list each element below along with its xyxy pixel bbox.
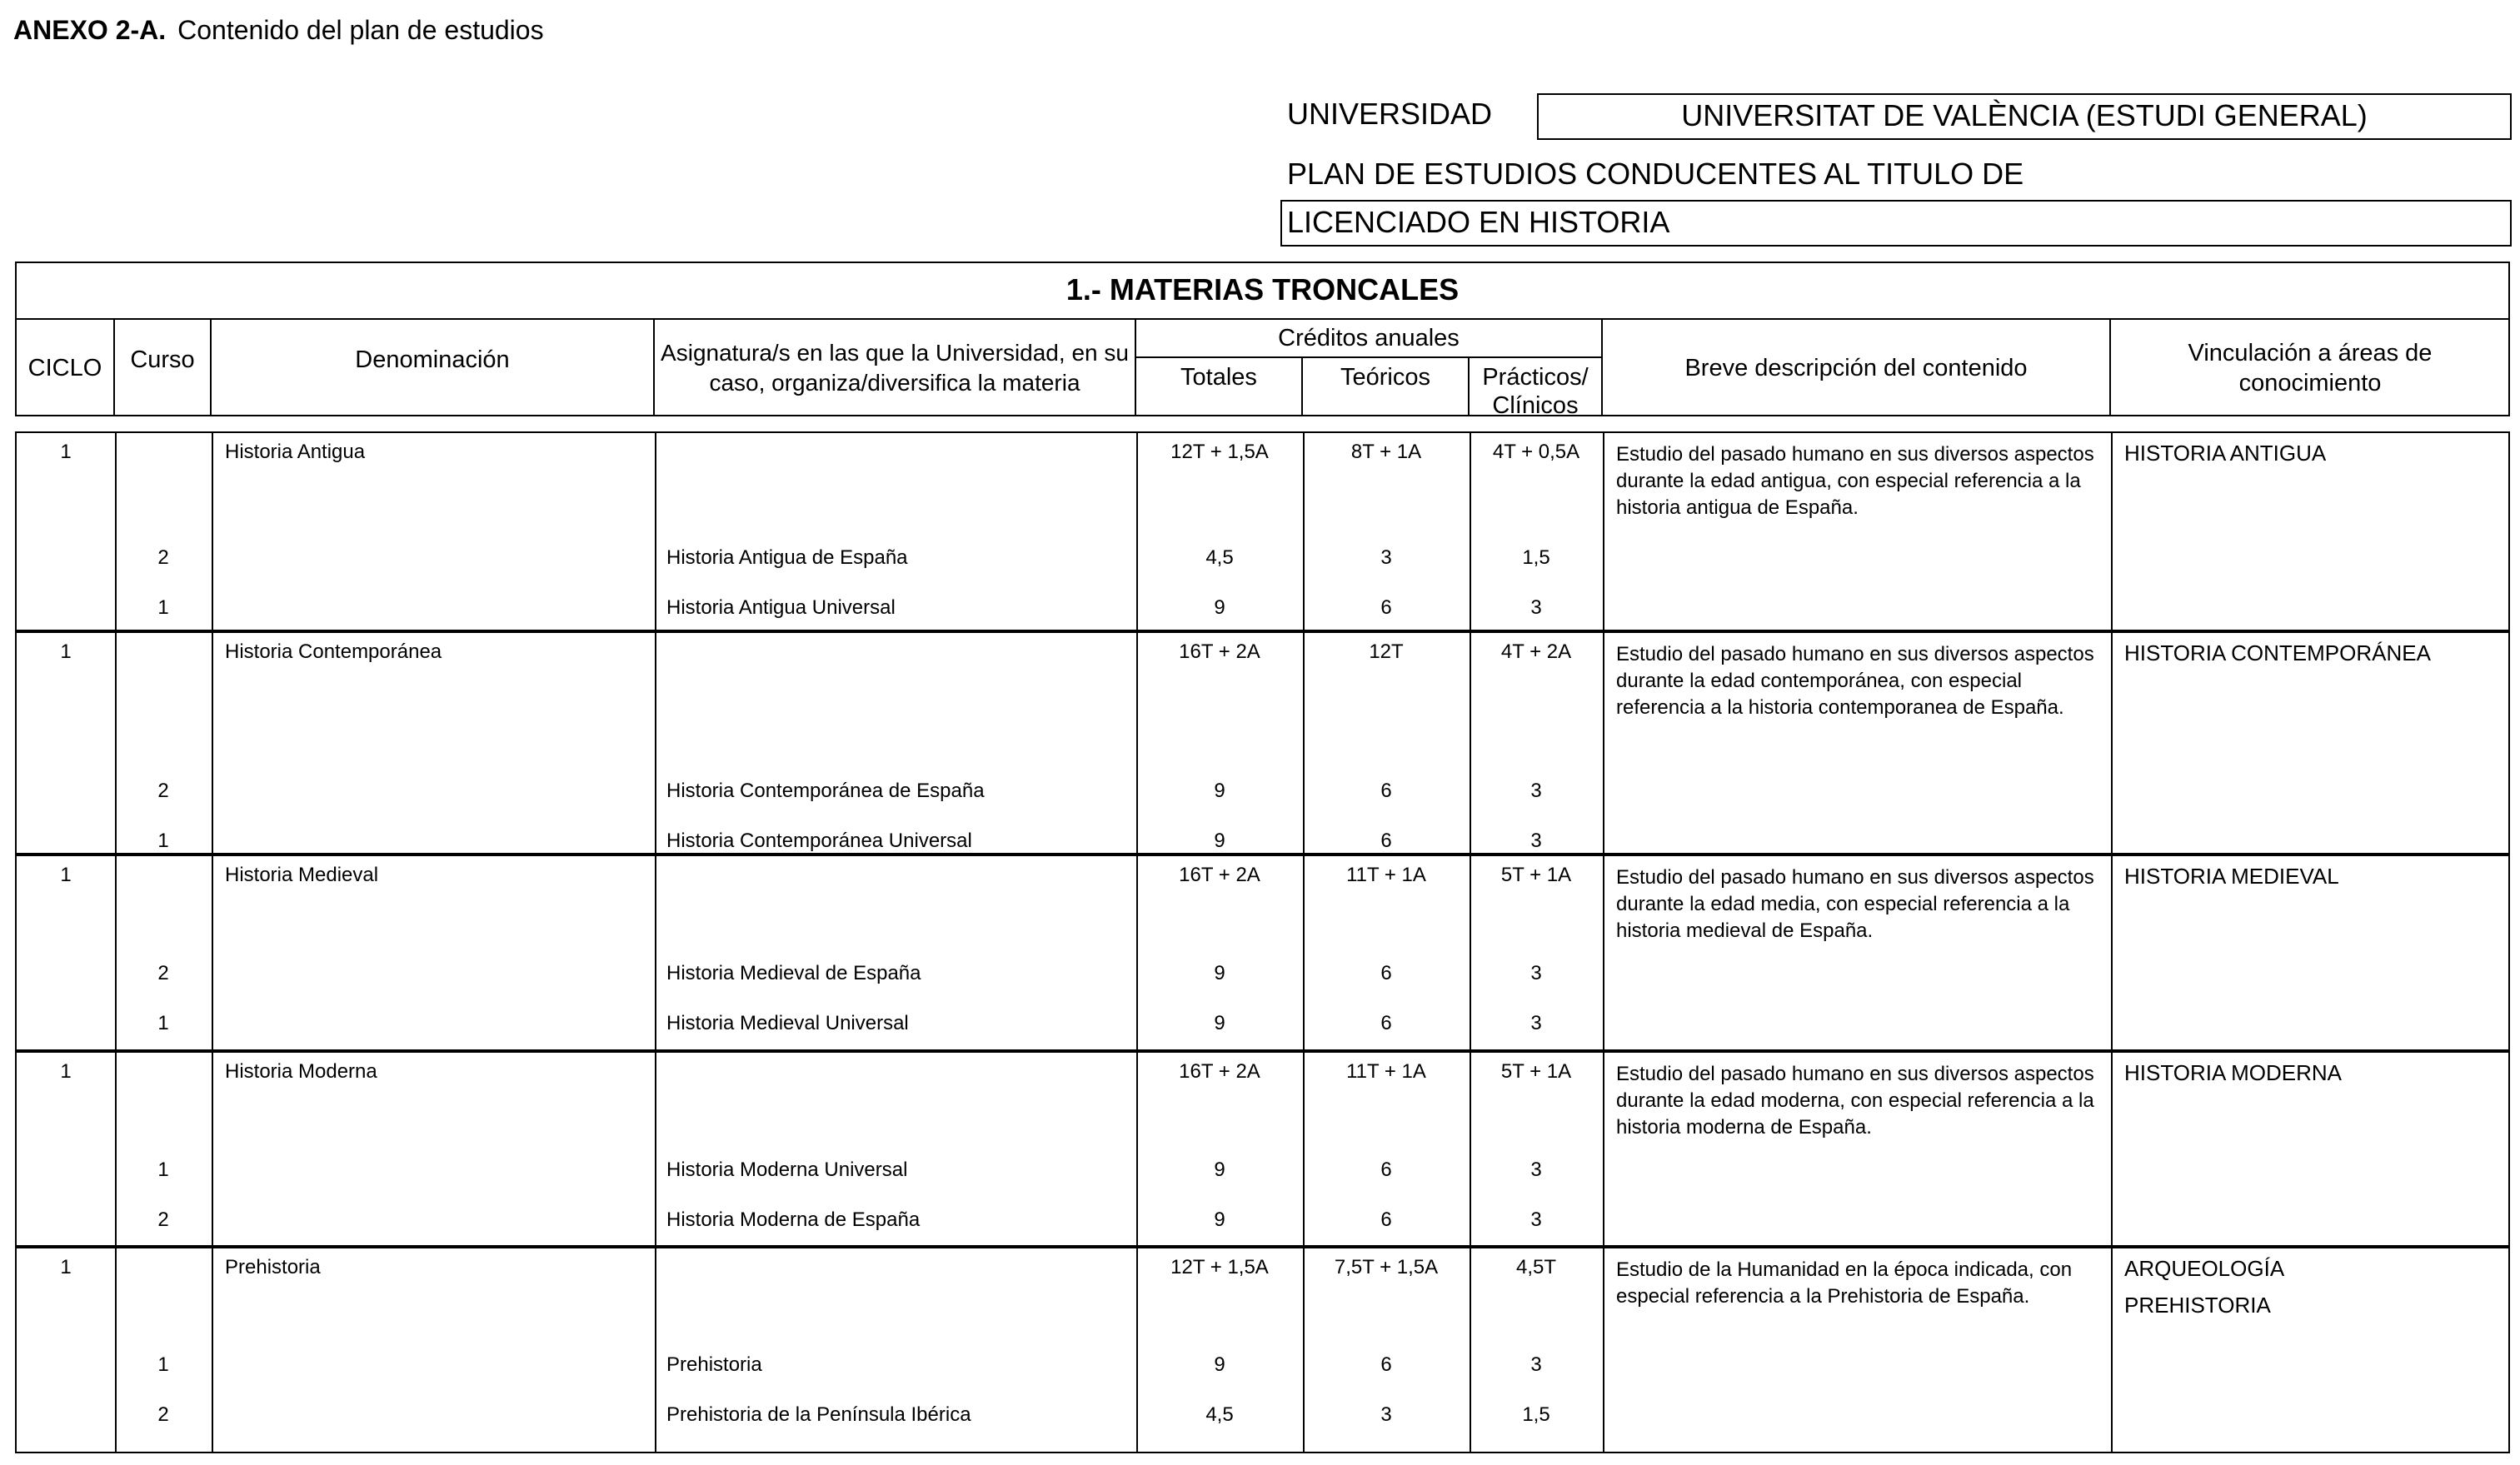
teoricos-value: 3 (1380, 546, 1392, 569)
table-title: 1.- MATERIAS TRONCALES (17, 263, 2508, 320)
header-curso: Curso (115, 320, 212, 416)
teoricos-value: 12T (1369, 640, 1404, 663)
practicos-value: 3 (1530, 830, 1542, 852)
totales-value: 9 (1214, 596, 1225, 619)
materia-name: Historia Medieval (225, 864, 379, 886)
teoricos-value: 6 (1380, 1208, 1392, 1231)
ciclo-value: 1 (60, 441, 72, 463)
teoricos-value: 6 (1380, 780, 1392, 802)
header-vinculacion: Vinculación a áreas de conocimiento (2188, 340, 2433, 396)
knowledge-area: ARQUEOLOGÍA (2124, 1256, 2285, 1281)
ciclo-value: 1 (60, 640, 72, 663)
ciclo-value: 1 (60, 864, 72, 886)
materia-name: Prehistoria (225, 1256, 321, 1278)
curso-value: 2 (157, 962, 169, 984)
materia-group (15, 431, 2510, 631)
totales-value: 9 (1214, 830, 1225, 852)
totales-value: 16T + 2A (1179, 864, 1260, 886)
column-divider (655, 433, 656, 630)
annex-heading (13, 15, 544, 46)
asignatura-name: Historia Antigua de España (666, 546, 908, 569)
teoricos-value: 6 (1380, 830, 1392, 852)
practicos-value: 3 (1530, 596, 1542, 619)
asignatura-name: Prehistoria de la Península Ibérica (666, 1403, 971, 1426)
materia-name: Historia Moderna (225, 1060, 377, 1083)
header-teoricos: Teóricos (1303, 358, 1470, 416)
practicos-value: 3 (1530, 962, 1542, 984)
practicos-value: 4T + 2A (1500, 640, 1572, 663)
practicos-value: 4,5T (1515, 1256, 1557, 1278)
teoricos-value: 6 (1380, 962, 1392, 984)
totales-value: 9 (1214, 1208, 1225, 1231)
curso-value: 2 (157, 1403, 169, 1426)
practicos-value: 3 (1530, 780, 1542, 802)
column-divider (212, 633, 213, 853)
asignatura-name: Historia Antigua Universal (666, 596, 896, 619)
totales-value: 9 (1214, 1159, 1225, 1181)
teoricos-value: 11T + 1A (1346, 1060, 1426, 1083)
teoricos-value: 6 (1380, 1159, 1392, 1181)
totales-value: 9 (1214, 1353, 1225, 1376)
ciclo-value: 1 (60, 1256, 72, 1278)
asignatura-name: Historia Contemporánea de España (666, 780, 985, 802)
column-divider (1603, 633, 1604, 853)
totales-value: 16T + 2A (1179, 640, 1260, 663)
column-divider (1303, 633, 1305, 853)
ciclo-value: 1 (60, 1060, 72, 1083)
column-divider (655, 1053, 656, 1245)
asignatura-name: Historia Moderna de España (666, 1208, 921, 1231)
column-divider (1603, 856, 1604, 1049)
table-header (15, 262, 2510, 416)
knowledge-area: PREHISTORIA (2124, 1293, 2271, 1318)
curso-value: 1 (157, 596, 169, 619)
practicos-value: 3 (1530, 1353, 1542, 1376)
practicos-value: 1,5 (1522, 1403, 1550, 1426)
curso-value: 1 (157, 1159, 169, 1181)
column-divider (1603, 433, 1604, 630)
column-divider (655, 1248, 656, 1452)
header-practicos: Prácticos/ Clínicos (1470, 358, 1603, 416)
header-totales: Totales (1136, 358, 1303, 416)
materia-name: Historia Contemporánea (225, 640, 442, 663)
description: Estudio de la Humanidad en la época indicada, con especial referencia a la Prehistoria de España. (1616, 1258, 2073, 1308)
header-ciclo: CICLO (17, 320, 115, 416)
header-denominacion: Denominación (212, 320, 655, 416)
curso-value: 2 (157, 546, 169, 569)
asignatura-name: Historia Contemporánea Universal (666, 830, 972, 852)
curso-value: 1 (157, 1012, 169, 1034)
totales-value: 9 (1214, 962, 1225, 984)
column-divider (1136, 633, 1138, 853)
description: Estudio del pasado humano en sus diversos aspectos durante la edad contemporánea, con especial referencia a la historia contemporanea de España. (1616, 643, 2094, 719)
column-divider (212, 856, 213, 1049)
teoricos-value: 3 (1380, 1403, 1392, 1426)
practicos-value: 3 (1530, 1012, 1542, 1034)
column-divider (212, 1053, 213, 1245)
university-label: UNIVERSIDAD (1287, 97, 1493, 131)
description: Estudio del pasado humano en sus diversos aspectos durante la edad media, con especial referencia a la historia medieval de España. (1616, 866, 2094, 942)
totales-value: 16T + 2A (1179, 1060, 1260, 1083)
header-descripcion: Breve descripción del contenido (1603, 320, 2111, 416)
annex-code: ANEXO 2-A. (13, 15, 167, 45)
degree-name: LICENCIADO EN HISTORIA (1280, 200, 2512, 247)
materia-group (15, 1051, 2510, 1247)
totales-value: 9 (1214, 1012, 1225, 1034)
teoricos-value: 8T + 1A (1350, 441, 1422, 463)
teoricos-value: 6 (1380, 596, 1392, 619)
curso-value: 1 (157, 1353, 169, 1376)
teoricos-value: 6 (1380, 1012, 1392, 1034)
practicos-value: 5T + 1A (1500, 1060, 1572, 1083)
totales-value: 4,5 (1205, 546, 1234, 569)
asignatura-name: Historia Medieval Universal (666, 1012, 909, 1034)
totales-value: 12T + 1,5A (1170, 1256, 1269, 1278)
column-divider (1603, 1053, 1604, 1245)
description: Estudio del pasado humano en sus diversos aspectos durante la edad antigua, con especial referencia a la historia antigua de España. (1616, 443, 2094, 519)
column-divider (655, 856, 656, 1049)
university-name: UNIVERSITAT DE VALÈNCIA (ESTUDI GENERAL) (1537, 93, 2512, 140)
totales-value: 12T + 1,5A (1170, 441, 1269, 463)
curso-value: 1 (157, 830, 169, 852)
asignatura-name: Historia Moderna Universal (666, 1159, 908, 1181)
column-divider (1603, 1248, 1604, 1452)
column-divider (1470, 633, 1471, 853)
totales-value: 9 (1214, 780, 1225, 802)
practicos-value: 5T + 1A (1500, 864, 1572, 886)
knowledge-area: HISTORIA ANTIGUA (2124, 441, 2327, 466)
knowledge-area: HISTORIA CONTEMPORÁNEA (2124, 640, 2431, 665)
plan-label: PLAN DE ESTUDIOS CONDUCENTES AL TITULO DE (1287, 157, 2024, 191)
practicos-value: 3 (1530, 1208, 1542, 1231)
asignatura-name: Prehistoria (666, 1353, 762, 1376)
teoricos-value: 11T + 1A (1346, 864, 1426, 886)
materia-name: Historia Antigua (225, 441, 366, 463)
column-divider (212, 1248, 213, 1452)
totales-value: 4,5 (1205, 1403, 1234, 1426)
materia-group (15, 855, 2510, 1051)
description: Estudio del pasado humano en sus diversos aspectos durante la edad moderna, con especial referencia a la historia moderna de España. (1616, 1063, 2094, 1139)
teoricos-value: 7,5T + 1,5A (1334, 1256, 1439, 1278)
materia-group (15, 631, 2510, 855)
header-creditos: Créditos anuales (1136, 320, 1603, 358)
annex-title: Contenido del plan de estudios (177, 15, 544, 45)
header-asignatura: Asignatura/s en las que la Universidad, en su caso, organiza/diversifica la materia (655, 320, 1136, 416)
curso-value: 2 (157, 1208, 169, 1231)
practicos-value: 1,5 (1522, 546, 1550, 569)
knowledge-area: HISTORIA MODERNA (2124, 1060, 2343, 1085)
practicos-value: 3 (1530, 1159, 1542, 1181)
column-divider (655, 633, 656, 853)
materia-group (15, 1247, 2510, 1453)
column-divider (115, 633, 117, 853)
asignatura-name: Historia Medieval de España (666, 962, 921, 984)
column-divider (212, 433, 213, 630)
teoricos-value: 6 (1380, 1353, 1392, 1376)
knowledge-area: HISTORIA MEDIEVAL (2124, 864, 2339, 889)
practicos-value: 4T + 0,5A (1492, 441, 1580, 463)
curso-value: 2 (157, 780, 169, 802)
